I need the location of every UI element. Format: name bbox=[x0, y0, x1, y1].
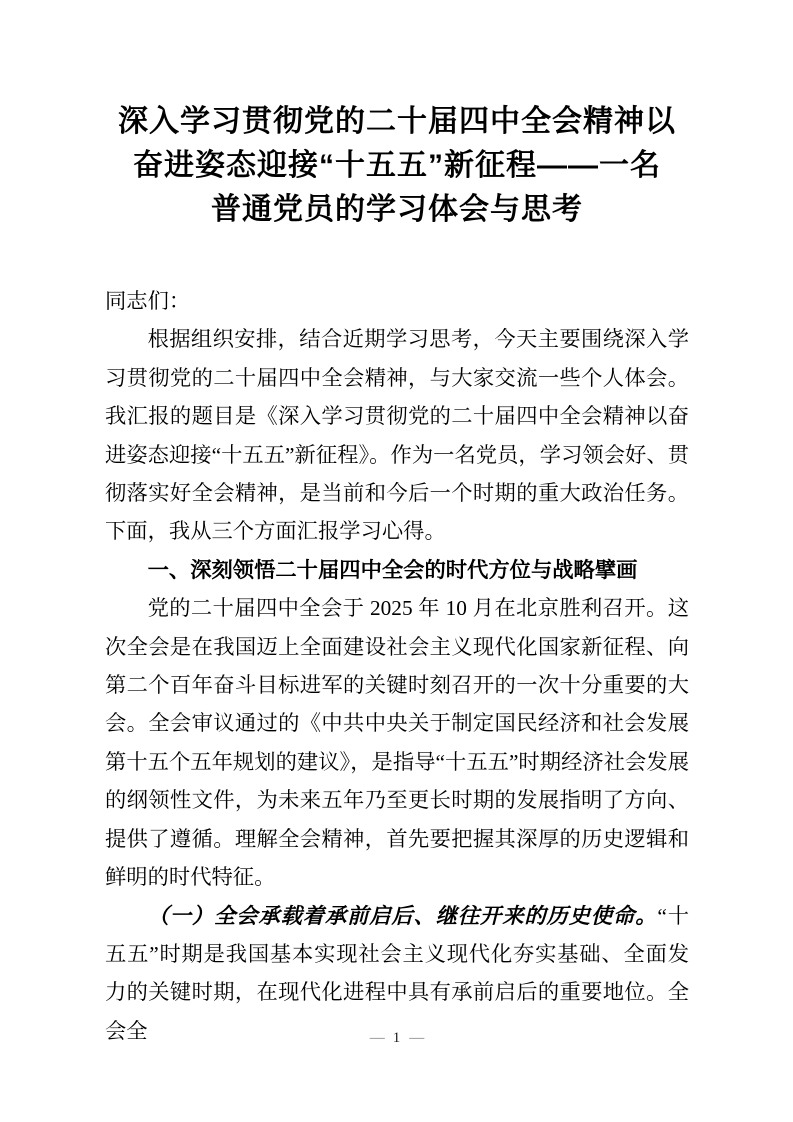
title-line-3: 普通党员的学习体会与思考 bbox=[211, 193, 583, 226]
document-title bbox=[105, 100, 689, 232]
subsection-1-lead: （一）全会承载着承前启后、继往开来的历史使命。 bbox=[147, 903, 658, 928]
salutation: 同志们： bbox=[105, 289, 191, 313]
title-line-2: 奋进姿态迎接“十五五”新征程——一名 bbox=[133, 149, 661, 182]
title-line-1: 深入学习贯彻党的二十届四中全会精神以 bbox=[118, 105, 676, 138]
page-number-dash-left: — bbox=[369, 1030, 384, 1046]
paragraph-intro: 根据组织安排，结合近期学习思考，今天主要围绕深入学习贯彻党的二十届四中全会精神，与大家交流一些个人体会。我汇报的题目是《深入学习贯彻党的二十届四中全会精神以奋进姿态迎接“十五五”新征程》。作为一名党员，学习领会好、贯彻落实好全会精神，是当前和今后一个时期的重大政治任务。下面，我从三个方面汇报学习心得。 bbox=[105, 327, 689, 544]
page-number-dash-right: — bbox=[409, 1030, 424, 1046]
document-content bbox=[105, 100, 689, 1050]
subsection-1-text: “十五五”时期是我国基本实现社会主义现代化夯实基础、全面发力的关键时期，在现代化进程中具有承前启后的重要地位。全会全 bbox=[105, 903, 689, 1043]
page-number: 1 bbox=[392, 1030, 401, 1046]
page-footer bbox=[0, 1028, 793, 1048]
section-1-heading: 一、深刻领悟二十届四中全会的时代方位与战略擘画 bbox=[147, 557, 638, 582]
paragraph-section-1: 党的二十届四中全会于 2025 年 10 月在北京胜利召开。这次全会是在我国迈上全面建设社会主义现代化国家新征程、向第二个百年奋斗目标进军的关键时刻召开的一次十分重要的大会。全会审议通过的《中共中央关于制定国民经济和社会发展第十五个五年规划的建议》，是指导“十五五”时期经济社会发展的纲领性文件，为未来五年乃至更长时期的发展指明了方向、提供了遵循。理解全会精神，首先要把握其深厚的历史逻辑和鲜明的时代特征。 bbox=[105, 596, 689, 890]
